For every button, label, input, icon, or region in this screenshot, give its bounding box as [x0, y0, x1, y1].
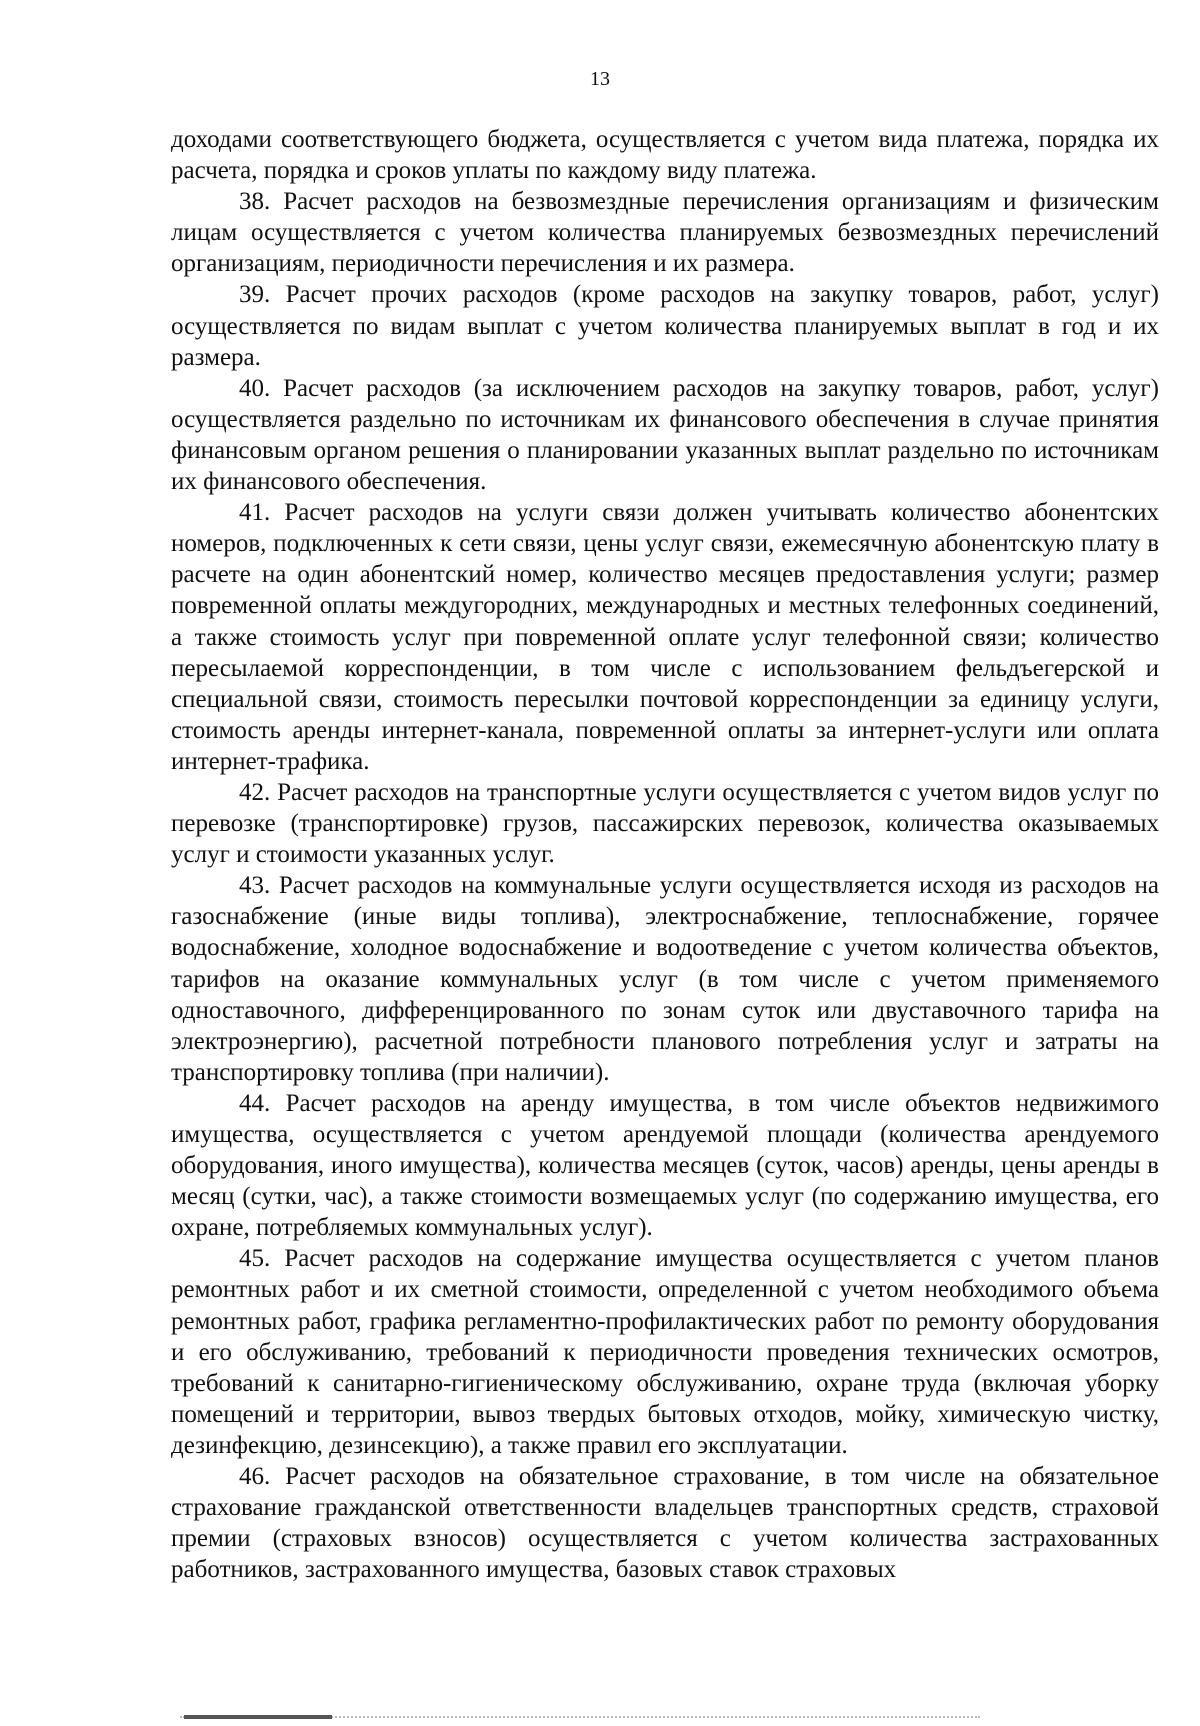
- scan-mark: [184, 1715, 332, 1719]
- paragraph-39: 39. Расчет прочих расходов (кроме расходов на закупку товаров, работ, услуг) осуществляется по видам выплат с учетом количества планируемых выплат в год и их размера.: [171, 281, 1159, 371]
- paragraph-42: 42. Расчет расходов на транспортные услуги осуществляется с учетом видов услуг по перевозке (транспортировке) грузов, пассажирских перевозок, количества оказываемых услуг и стоимости указанных услуг.: [171, 778, 1159, 869]
- paragraph-continuation: доходами соответствующего бюджета, осуществляется с учетом вида платежа, порядка их расчета, порядка и сроков уплаты по каждому виду платежа.: [171, 126, 1159, 185]
- paragraph-45: 45. Расчет расходов на содержание имущества осуществляется с учетом планов ремонтных работ и их сметной стоимости, определенной с учетом необходимого объема ремонтных работ, графика регламентно-профилактических работ по ремонту оборудования и его обслуживанию, требований к периодичности проведения технических осмотров, требований к санитарно-гигиеническому обслуживанию, охране труда (включая уборку помещений и территории, вывоз твердых бытовых отходов, мойку, химическую чистку, дезинфекцию, дезинсекцию), а также правил его эксплуатации.: [171, 1245, 1159, 1459]
- paragraph-41: 41. Расчет расходов на услуги связи должен учитывать количество абонентских номеров, подключенных к сети связи, цены услуг связи, ежемесячную абонентскую плату в расчете на один абонентский номер, количество месяцев предоставления услуги; размер повременной оплаты междугородних, международных и местных телефонных соединений, а также стоимость услуг при повременной оплате услуг телефонной связи; количество пересылаемой корреспонденции, в том числе с использованием фельдъегерской и специальной связи, стоимость пересылки почтовой корреспонденции за единицу услуги, стоимость аренды интернет-канала, повременной оплаты за интернет-услуги или оплата интернет-трафика.: [171, 499, 1159, 775]
- paragraph-44: 44. Расчет расходов на аренду имущества, в том числе объектов недвижимого имущества, осуществляется с учетом арендуемой площади (количества арендуемого оборудования, иного имущества), количества месяцев (суток, часов) аренды, цены аренды в месяц (сутки, час), а также стоимости возмещаемых услуг (по содержанию имущества, его охране, потребляемых коммунальных услуг).: [171, 1089, 1159, 1242]
- paragraph-46: 46. Расчет расходов на обязательное страхование, в том числе на обязательное страхование гражданской ответственности владельцев транспортных средств, страховой премии (страховых взносов) осуществляется с учетом количества застрахованных работников, застрахованного имущества, базовых ставок страховых: [171, 1463, 1159, 1584]
- paragraph-40: 40. Расчет расходов (за исключением расходов на закупку товаров, работ, услуг) осуществляется раздельно по источникам их финансового обеспечения в случае принятия финансовым органом решения о планировании указанных выплат раздельно по источникам их финансового обеспечения.: [171, 374, 1159, 496]
- paragraph-38: 38. Расчет расходов на безвозмездные перечисления организациям и физическим лицам осуществляется с учетом количества планируемых безвозмездных перечислений организациям, периодичности перечисления и их размера.: [171, 188, 1159, 278]
- document-body: [171, 124, 1159, 1585]
- scan-edge-bottom: [180, 1716, 980, 1721]
- paragraph-43: 43. Расчет расходов на коммунальные услуги осуществляется исходя из расходов на газоснабжение (иные виды топлива), электроснабжение, теплоснабжение, горячее водоснабжение, холодное водоснабжение и водоотведение с учетом количества объектов, тарифов на оказание коммунальных услуг (в том числе с учетом применяемого одноставочного, дифференцированного по зонам суток или двуставочного тарифа на электроэнергию), расчетной потребности планового потребления услуг и затраты на транспортировку топлива (при наличии).: [171, 872, 1159, 1086]
- page-number: 13: [590, 68, 610, 90]
- scan-edge-top: [0, 0, 1200, 6]
